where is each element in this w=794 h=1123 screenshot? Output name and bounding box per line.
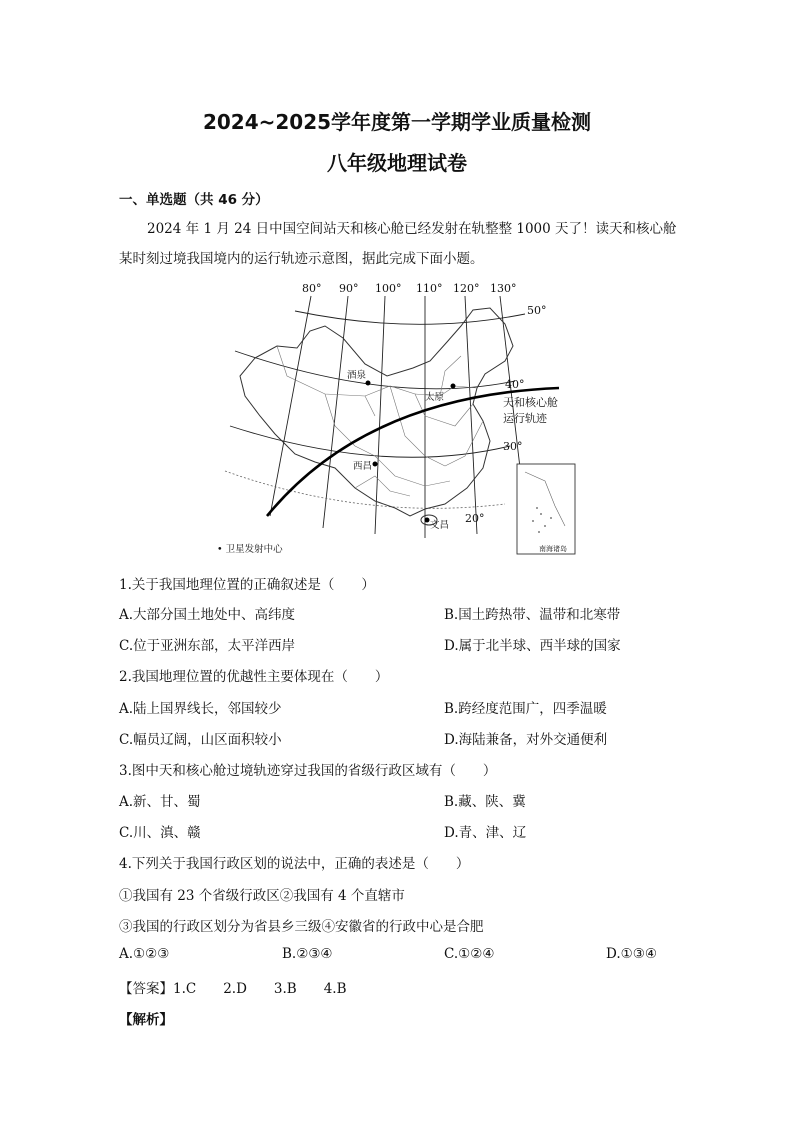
- latitude-dotted-lines: [225, 471, 505, 508]
- exam-title: 2024~2025学年度第一学期学业质量检测: [202, 110, 592, 134]
- latitude-lines: [230, 311, 525, 457]
- city-label: 西昌: [353, 461, 373, 472]
- q4-statement-line-1: ①我国有 23 个省级行政区②我国有 4 个直辖市: [119, 888, 405, 904]
- q3-option-a[interactable]: A.新、甘、蜀: [119, 794, 201, 810]
- q2-option-d[interactable]: D.海陆兼备，对外交通便利: [444, 732, 608, 748]
- q3-option-c[interactable]: C.川、滇、赣: [119, 825, 201, 841]
- lat-label: 30°: [503, 440, 523, 453]
- lat-label: 40°: [505, 378, 525, 391]
- question-1-stem: 1.关于我国地理位置的正确叙述是（ ）: [119, 577, 375, 593]
- analysis-heading: 【解析】: [119, 1012, 173, 1028]
- orbit-label: 天和核心舱: [503, 396, 558, 409]
- q4-option-c[interactable]: C.①②④: [444, 946, 495, 962]
- launch-site-marker: [451, 384, 456, 389]
- q1-option-d[interactable]: D.属于北半球、西半球的国家: [444, 638, 621, 654]
- south-china-sea-inset: [517, 464, 575, 554]
- lat-label: 50°: [527, 304, 547, 317]
- lat-label: 20°: [465, 512, 485, 525]
- china-outline: [240, 308, 513, 516]
- lon-label: 100°: [375, 282, 402, 295]
- launch-site-marker: [366, 381, 371, 386]
- map-legend: • 卫星发射中心: [217, 544, 283, 555]
- q4-option-a[interactable]: A.①②③: [119, 946, 170, 962]
- q1-option-c[interactable]: C.位于亚洲东部，太平洋西岸: [119, 638, 296, 654]
- city-label: 酒泉: [347, 370, 367, 381]
- q3-option-b[interactable]: B.藏、陕、冀: [444, 794, 526, 810]
- question-4-stem: 4.下列关于我国行政区划的说法中，正确的表述是（ ）: [119, 856, 470, 872]
- lon-label: 110°: [416, 282, 443, 295]
- q1-option-b[interactable]: B.国土跨热带、温带和北寒带: [444, 607, 621, 623]
- launch-site-marker: [373, 462, 378, 467]
- launch-site-marker: [425, 518, 430, 523]
- section-heading: 一、单选题（共 46 分）: [119, 192, 269, 208]
- orbit-label: 运行轨迹: [503, 412, 547, 425]
- china-orbit-map: [215, 276, 590, 558]
- q4-option-b[interactable]: B.②③④: [282, 946, 333, 962]
- inset-label: 南海诸岛: [539, 545, 567, 553]
- q4-statement-line-2: ③我国的行政区划分为省县乡三级④安徽省的行政中心是合肥: [119, 919, 484, 935]
- lon-label: 80°: [302, 282, 322, 295]
- lon-label: 130°: [490, 282, 517, 295]
- q3-option-d[interactable]: D.青、津、辽: [444, 825, 527, 841]
- exam-subtitle: 八年级地理试卷: [327, 151, 467, 175]
- q2-option-b[interactable]: B.跨经度范围广，四季温暖: [444, 701, 607, 717]
- lon-label: 90°: [339, 282, 359, 295]
- stem-line-1: 2024 年 1 月 24 日中国空间站天和核心舱已经发射在轨整整 1000 天了！读天和核心舱: [147, 221, 677, 237]
- q1-option-a[interactable]: A.大部分国土地处中、高纬度: [119, 607, 296, 623]
- answer-line: 【答案】1.C 2.D 3.B 4.B: [119, 981, 347, 997]
- lon-label: 120°: [453, 282, 480, 295]
- city-label: 文昌: [430, 520, 450, 531]
- stem-line-2: 某时刻过境我国境内的运行轨迹示意图，据此完成下面小题。: [119, 251, 484, 267]
- city-label: 太原: [425, 392, 445, 403]
- q2-option-c[interactable]: C.幅员辽阔，山区面积较小: [119, 732, 282, 748]
- question-3-stem: 3.图中天和核心舱过境轨迹穿过我国的省级行政区域有（ ）: [119, 763, 497, 779]
- question-2-stem: 2.我国地理位置的优越性主要体现在（ ）: [119, 669, 389, 685]
- q4-option-d[interactable]: D.①③④: [606, 946, 657, 962]
- q2-option-a[interactable]: A.陆上国界线长，邻国较少: [119, 701, 282, 717]
